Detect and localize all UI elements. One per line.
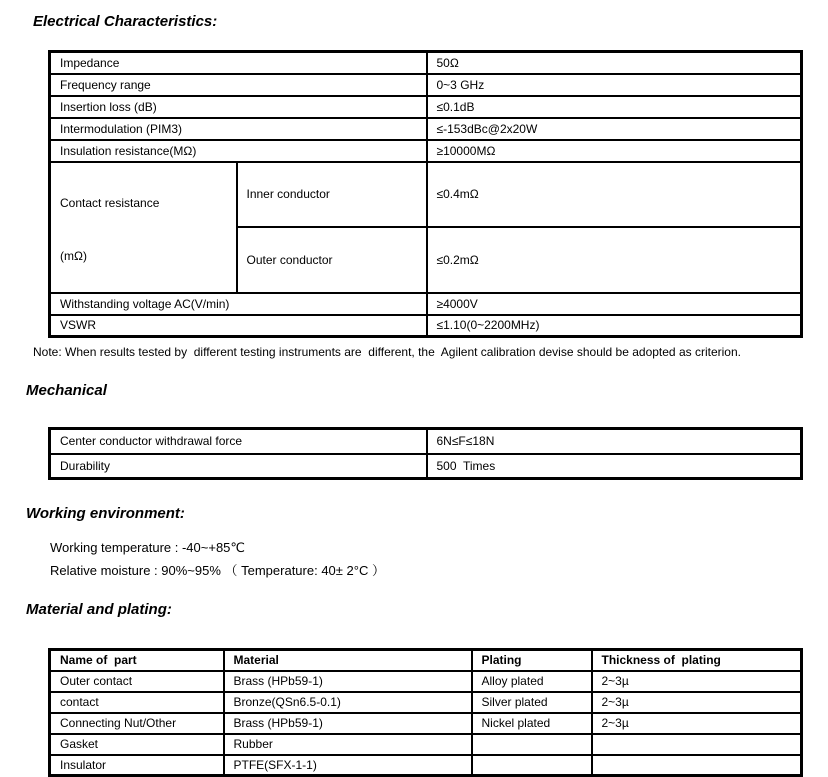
table-row: [50, 734, 802, 755]
table-row: [50, 315, 802, 337]
table-row: [50, 429, 802, 454]
cell-plating: Alloy plated: [472, 671, 592, 692]
cell-part: Gasket: [50, 734, 224, 755]
electrical-characteristics-table: [48, 50, 803, 338]
section-heading-material-and-plating: Material and plating:: [26, 601, 172, 618]
row-sublabel: Inner conductor: [237, 162, 427, 228]
datasheet-page: [0, 13, 828, 772]
table-header-row: [50, 650, 802, 671]
relative-moisture-line: Relative moisture : 90%~95% （ Temperature: 40± 2°C ）: [50, 563, 385, 578]
contact-resistance-label: [50, 162, 237, 293]
mechanical-table: [48, 427, 803, 480]
row-value: 50Ω: [427, 52, 802, 74]
table-row: [50, 713, 802, 734]
row-value: ≤-153dBc@2x20W: [427, 118, 802, 140]
row-label: Insertion loss (dB): [50, 96, 427, 118]
column-header-name-of-part: Name of part: [50, 650, 224, 671]
row-value: ≤0.1dB: [427, 96, 802, 118]
cell-thickness: 2~3µ: [592, 671, 802, 692]
row-label: VSWR: [50, 315, 427, 337]
test-note: Note: When results tested by different testing instruments are different, the Agilent calibration devise should be adopted as criterion.: [33, 345, 741, 359]
table-row: [50, 96, 802, 118]
table-row: [50, 162, 802, 228]
row-sublabel: Outer conductor: [237, 227, 427, 293]
row-value: ≤0.2mΩ: [427, 227, 802, 293]
cell-thickness: 2~3µ: [592, 713, 802, 734]
cell-part: Insulator: [50, 755, 224, 776]
table-row: [50, 671, 802, 692]
cell-plating: Nickel plated: [472, 713, 592, 734]
cell-plating: Silver plated: [472, 692, 592, 713]
table-row: [50, 52, 802, 74]
row-value: ≥4000V: [427, 293, 802, 315]
row-label: Insulation resistance(MΩ): [50, 140, 427, 162]
table-row: [50, 118, 802, 140]
table-row: [50, 755, 802, 776]
cell-material: Rubber: [224, 734, 472, 755]
row-value: 500 Times: [427, 454, 802, 479]
table-row: [50, 140, 802, 162]
row-value: ≤0.4mΩ: [427, 162, 802, 228]
row-value: 6N≤F≤18N: [427, 429, 802, 454]
table-row: [50, 692, 802, 713]
cell-material: Bronze(QSn6.5-0.1): [224, 692, 472, 713]
column-header-plating: Plating: [472, 650, 592, 671]
table-row: [50, 293, 802, 315]
row-value: ≤1.10(0~2200MHz): [427, 315, 802, 337]
cell-thickness: 2~3µ: [592, 692, 802, 713]
row-label: Center conductor withdrawal force: [50, 429, 427, 454]
row-label: Durability: [50, 454, 427, 479]
cell-material: Brass (HPb59-1): [224, 671, 472, 692]
table-row: [50, 454, 802, 479]
table-row: [50, 74, 802, 96]
cell-part: contact: [50, 692, 224, 713]
row-label: Intermodulation (PIM3): [50, 118, 427, 140]
cell-plating: [472, 755, 592, 776]
cell-part: Connecting Nut/Other: [50, 713, 224, 734]
working-temperature-line: Working temperature : -40~+85℃: [50, 540, 246, 555]
section-heading-working-environment: Working environment:: [26, 505, 185, 522]
cell-part: Outer contact: [50, 671, 224, 692]
cell-material: PTFE(SFX-1-1): [224, 755, 472, 776]
column-header-material: Material: [224, 650, 472, 671]
cell-thickness: [592, 734, 802, 755]
row-value: 0~3 GHz: [427, 74, 802, 96]
row-value: ≥10000MΩ: [427, 140, 802, 162]
column-header-thickness: Thickness of plating: [592, 650, 802, 671]
contact-resistance-label-line1: Contact resistance: [60, 195, 160, 210]
contact-resistance-label-line2: (mΩ): [60, 248, 87, 263]
row-label: Impedance: [50, 52, 427, 74]
material-and-plating-table: [48, 648, 803, 777]
section-heading-mechanical: Mechanical: [26, 382, 107, 399]
cell-plating: [472, 734, 592, 755]
cell-material: Brass (HPb59-1): [224, 713, 472, 734]
cell-thickness: [592, 755, 802, 776]
row-label: Frequency range: [50, 74, 427, 96]
section-heading-electrical-characteristics: Electrical Characteristics:: [33, 13, 218, 30]
row-label: Withstanding voltage AC(V/min): [50, 293, 427, 315]
